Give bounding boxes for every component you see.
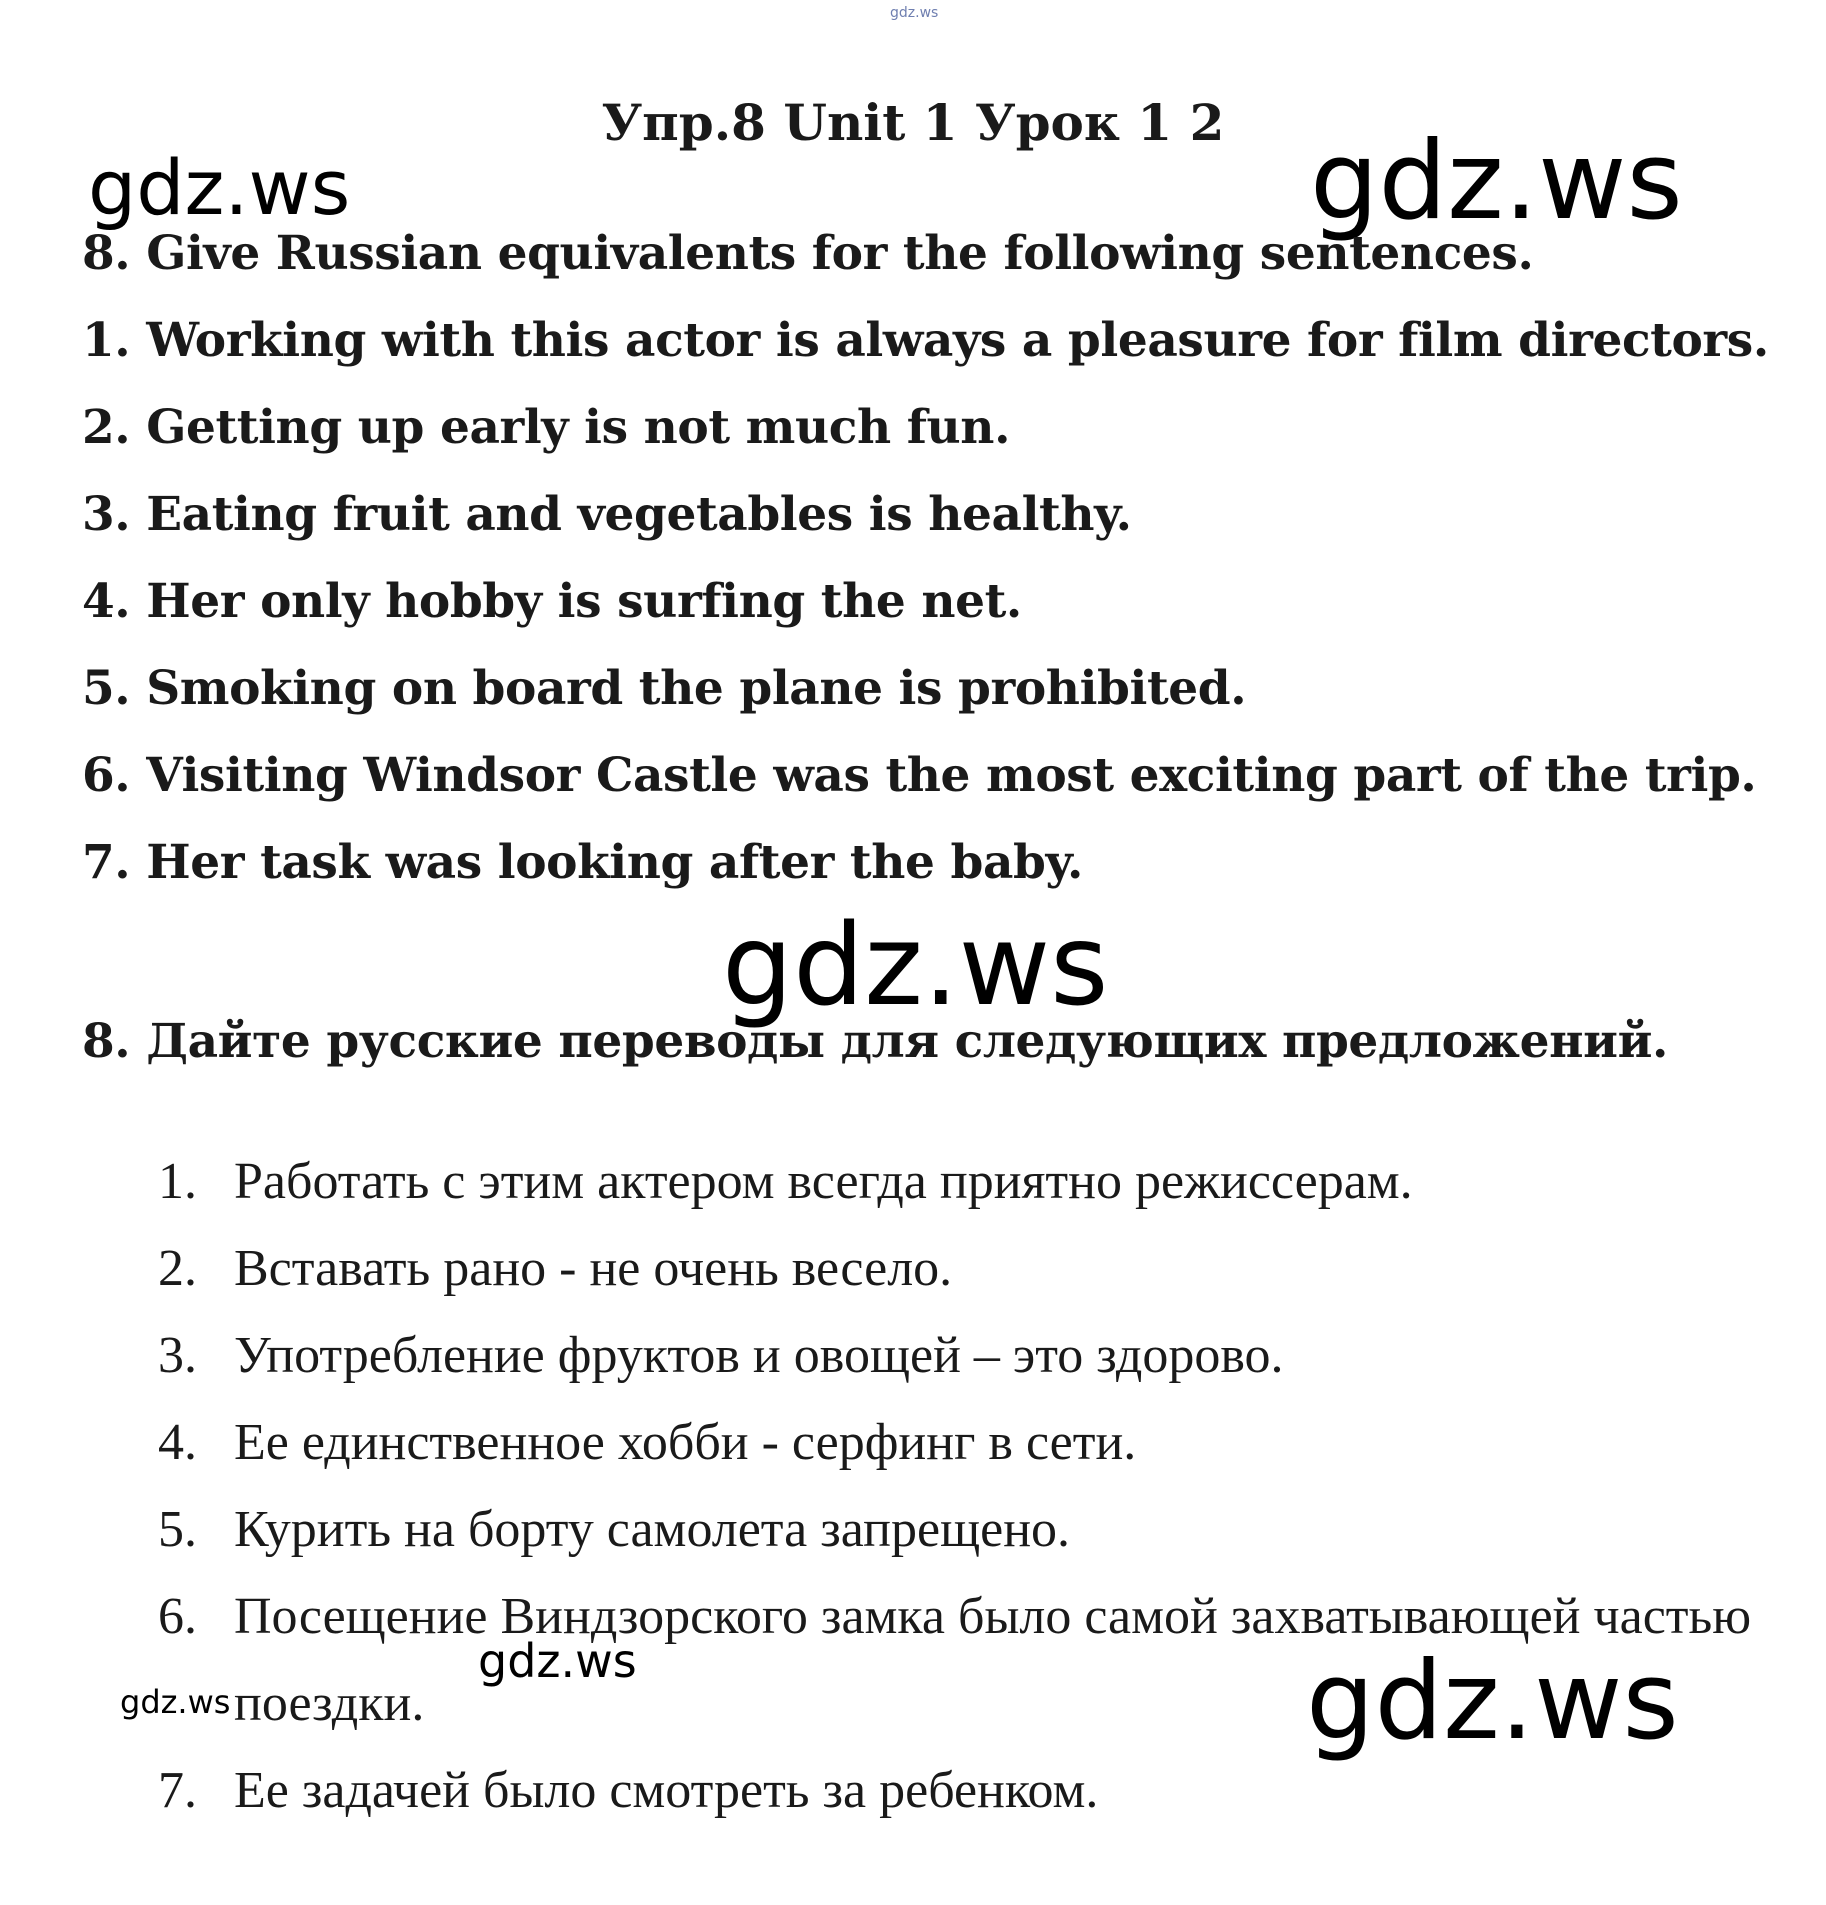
english-sentence-1: 1. Working with this actor is always a pleasure for film directors. — [82, 313, 1769, 368]
watermark-center: gdz.ws — [722, 901, 1109, 1031]
watermark-mid-small: gdz.ws — [478, 1634, 637, 1688]
watermark-top-small: gdz.ws — [890, 5, 939, 21]
item-number: 5. — [158, 1501, 197, 1558]
item-text: Работать с этим актером всегда приятно режиссерам. — [234, 1153, 1413, 1210]
item-text: Ее задачей было смотреть за ребенком. — [234, 1762, 1099, 1819]
watermark-left-small: gdz.ws — [120, 1683, 231, 1721]
item-number: 2. — [158, 1240, 197, 1297]
russian-item-3 — [158, 1312, 1758, 1399]
item-text: Курить на борту самолета запрещено. — [234, 1501, 1071, 1558]
page-title: Упр.8 Unit 1 Урок 1 2 — [601, 93, 1225, 152]
item-number: 3. — [158, 1327, 197, 1384]
watermark-bottom-right: gdz.ws — [1306, 1639, 1679, 1764]
english-sentence-5: 5. Smoking on board the plane is prohibited. — [82, 661, 1247, 716]
item-text: Вставать рано - не очень весело. — [234, 1240, 953, 1297]
russian-item-2 — [158, 1225, 1758, 1312]
item-number: 1. — [158, 1153, 197, 1210]
watermark-left: gdz.ws — [88, 143, 351, 232]
english-exercise — [82, 210, 1769, 906]
item-number: 4. — [158, 1414, 197, 1471]
watermark-right: gdz.ws — [1310, 119, 1683, 244]
item-text: Ее единственное хобби - серфинг в сети. — [234, 1414, 1137, 1471]
russian-item-1 — [158, 1138, 1758, 1225]
english-sentence-2: 2. Getting up early is not much fun. — [82, 400, 1011, 455]
english-sentence-3: 3. Eating fruit and vegetables is healthy. — [82, 487, 1132, 542]
english-heading: 8. Give Russian equivalents for the following sentences. — [82, 226, 1534, 281]
item-number: 7. — [158, 1762, 197, 1819]
russian-item-4 — [158, 1399, 1758, 1486]
russian-item-5 — [158, 1486, 1758, 1573]
item-number: 6. — [158, 1588, 197, 1645]
russian-heading: 8. Дайте русские переводы для следующих предложений. — [82, 1014, 1668, 1069]
english-sentence-6: 6. Visiting Windsor Castle was the most exciting part of the trip. — [82, 748, 1757, 803]
english-sentence-4: 4. Her only hobby is surfing the net. — [82, 574, 1022, 629]
item-text: Употребление фруктов и овощей – это здорово. — [234, 1327, 1284, 1384]
english-sentence-7: 7. Her task was looking after the baby. — [82, 835, 1083, 890]
item-text: Посещение Виндзорского замка было самой захватывающей частью поездки. — [234, 1588, 1752, 1732]
